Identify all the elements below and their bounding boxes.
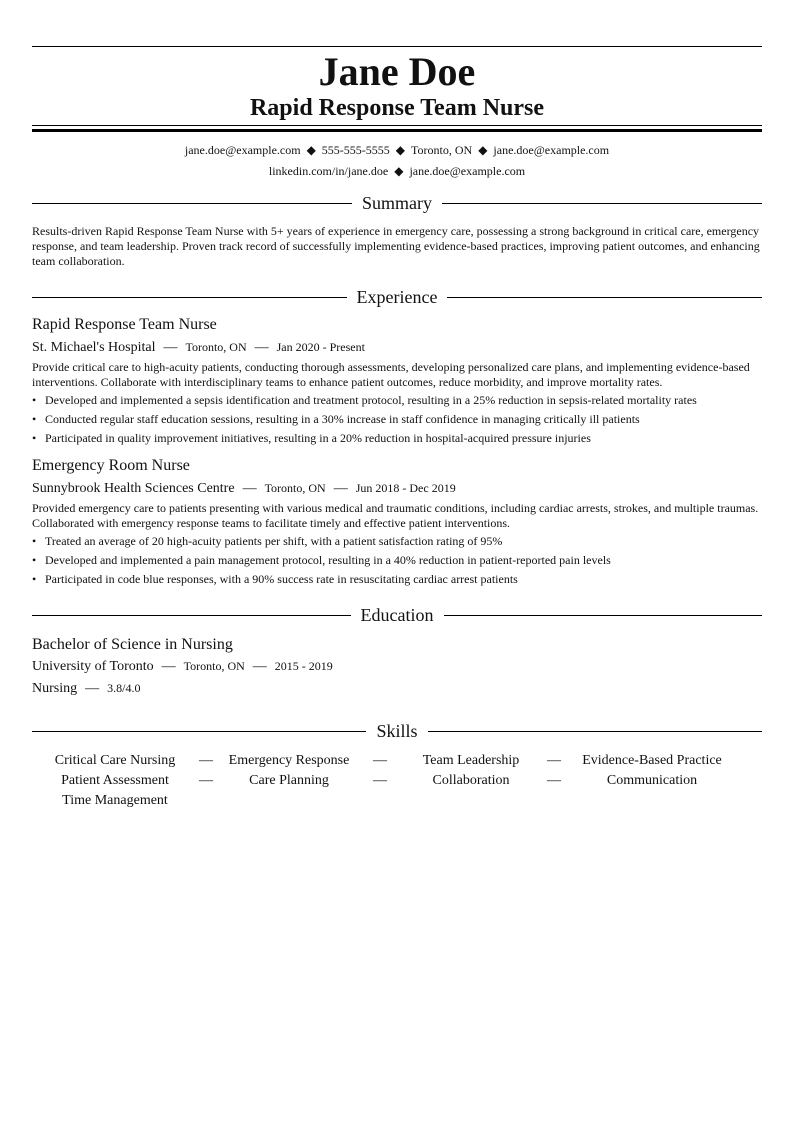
- job-meta: [32, 337, 762, 358]
- dash-separator: —: [163, 340, 178, 355]
- achievement-text: Developed and implemented a sepsis identification and treatment protocol, resulting in a 25% reduction in sepsis-related mortality rates: [45, 393, 697, 407]
- diamond-separator-icon: ◆: [306, 143, 316, 157]
- heading-rule-left: [32, 731, 366, 732]
- list-item: [32, 431, 762, 446]
- job-meta: [32, 478, 762, 499]
- resume-page: [32, 46, 762, 809]
- skill-item: Team Leadership: [422, 753, 520, 768]
- job-description: Provided emergency care to patients presenting with various medical and traumatic conditions, including cardiac arrests, strokes, and multiple traumas. Collaborated with emergency response teams to facilitate timely and effective patient interventions.: [32, 501, 759, 530]
- contact-email-secondary[interactable]: jane.doe@example.com: [493, 143, 610, 157]
- header-double-rule: [32, 125, 762, 132]
- dash-separator: —: [242, 481, 257, 496]
- employer: Sunnybrook Health Sciences Centre: [32, 481, 235, 496]
- heading-rule-left: [32, 297, 347, 298]
- job-description: Provide critical care to high-acuity patients, conducting thorough assessments, developing personalized care plans, and implementing evidence-based interventions. Collaborate with interdisciplinary teams to enhance patient outcomes, reduce morbidity, and improve mortality rates.: [32, 360, 750, 389]
- skill-item: Collaboration: [432, 773, 510, 788]
- experience-heading: [32, 285, 762, 309]
- summary-heading-label: Summary: [362, 193, 432, 213]
- diamond-separator-icon: ◆: [395, 143, 406, 157]
- dash-separator: —: [199, 753, 213, 768]
- heading-rule-left: [32, 615, 351, 616]
- school: University of Toronto: [32, 659, 154, 674]
- experience-entry: [32, 456, 762, 587]
- contact-email[interactable]: jane.doe@example.com: [184, 143, 301, 157]
- skill-item: Care Planning: [249, 773, 329, 788]
- education-heading: [32, 603, 762, 627]
- candidate-title: Rapid Response Team Nurse: [249, 95, 545, 121]
- job-title: Emergency Room Nurse: [32, 457, 190, 474]
- contact-line-1: [32, 140, 762, 161]
- school-dates: 2015 - 2019: [274, 659, 333, 673]
- skill-item: Patient Assessment: [61, 773, 169, 788]
- dash-separator: —: [547, 773, 561, 788]
- contact-phone[interactable]: 555-555-5555: [321, 143, 390, 157]
- skills-grid: [32, 752, 762, 809]
- skill-item: Critical Care Nursing: [54, 753, 176, 768]
- bullet-icon: •: [32, 572, 37, 586]
- gpa: 3.8/4.0: [107, 681, 141, 695]
- job-dates: Jan 2020 - Present: [276, 340, 365, 354]
- experience-entry: [32, 315, 762, 446]
- major: Nursing: [32, 681, 78, 696]
- dash-separator: —: [161, 659, 176, 674]
- bullet-icon: •: [32, 412, 37, 426]
- heading-rule-right: [444, 615, 763, 616]
- heading-rule-left: [32, 203, 352, 204]
- bullet-icon: •: [32, 534, 37, 548]
- contact-email-tertiary[interactable]: jane.doe@example.com: [409, 164, 526, 178]
- dash-separator: —: [373, 753, 387, 768]
- diamond-separator-icon: ◆: [478, 143, 488, 157]
- dash-separator: —: [199, 773, 213, 788]
- job-title: Rapid Response Team Nurse: [32, 316, 217, 333]
- list-item: [32, 412, 762, 427]
- dash-separator: —: [85, 681, 100, 696]
- school-meta: [32, 656, 762, 677]
- achievement-list: [32, 534, 762, 587]
- dash-separator: —: [333, 481, 348, 496]
- list-item: [32, 534, 762, 549]
- skills-heading: [32, 719, 762, 743]
- job-dates: Jun 2018 - Dec 2019: [355, 481, 456, 495]
- achievement-text: Developed and implemented a pain management protocol, resulting in a 40% reduction in patient-reported pain levels: [45, 553, 611, 567]
- dash-separator: —: [547, 753, 561, 768]
- heading-rule-right: [442, 203, 762, 204]
- job-location: Toronto, ON: [185, 340, 247, 354]
- experience-heading-label: Experience: [356, 287, 438, 307]
- skills-heading-label: Skills: [376, 721, 418, 741]
- achievement-text: Conducted regular staff education sessions, resulting in a 30% increase in staff confidence in managing critically ill patients: [45, 412, 640, 426]
- achievement-text: Treated an average of 20 high-acuity patients per shift, with a patient satisfaction rating of 95%: [45, 534, 503, 548]
- skill-item: Communication: [606, 773, 698, 788]
- summary-text: Results-driven Rapid Response Team Nurse with 5+ years of experience in emergency care, possessing a strong background in critical care, emergency response, and team leadership. Proven track record of successfully implementing evidence-based practices, improving patient outcomes, and enhancing team collaboration.: [32, 224, 760, 268]
- list-item: [32, 572, 762, 587]
- achievement-text: Participated in quality improvement initiatives, resulting in a 20% reduction in hospital-acquired pressure injuries: [45, 431, 591, 445]
- contact-line-2: [32, 161, 762, 182]
- skill-item: Time Management: [62, 793, 168, 808]
- skill-item: Evidence-Based Practice: [582, 753, 722, 768]
- diamond-separator-icon: ◆: [394, 164, 404, 178]
- major-meta: [32, 678, 762, 699]
- contact-location: Toronto, ON: [411, 143, 473, 157]
- heading-rule-right: [428, 731, 762, 732]
- education-entry: [32, 635, 762, 699]
- dash-separator: —: [373, 773, 387, 788]
- degree: Bachelor of Science in Nursing: [32, 636, 233, 653]
- dash-separator: —: [254, 340, 269, 355]
- job-location: Toronto, ON: [264, 481, 326, 495]
- contact-info: [32, 140, 762, 182]
- list-item: [32, 393, 762, 408]
- heading-rule-right: [447, 297, 762, 298]
- top-rule: [32, 46, 762, 47]
- candidate-name: Jane Doe: [318, 49, 476, 94]
- bullet-icon: •: [32, 431, 37, 445]
- dash-separator: —: [252, 659, 267, 674]
- education-heading-label: Education: [360, 605, 434, 625]
- employer: St. Michael's Hospital: [32, 340, 156, 355]
- summary-heading: [32, 191, 762, 215]
- bullet-icon: •: [32, 553, 37, 567]
- achievement-list: [32, 393, 762, 446]
- contact-linkedin[interactable]: linkedin.com/in/jane.doe: [268, 164, 389, 178]
- school-location: Toronto, ON: [183, 659, 245, 673]
- achievement-text: Participated in code blue responses, with a 90% success rate in resuscitating cardiac arrest patients: [45, 572, 518, 586]
- skill-item: Emergency Response: [228, 753, 350, 768]
- list-item: [32, 553, 762, 568]
- bullet-icon: •: [32, 393, 37, 407]
